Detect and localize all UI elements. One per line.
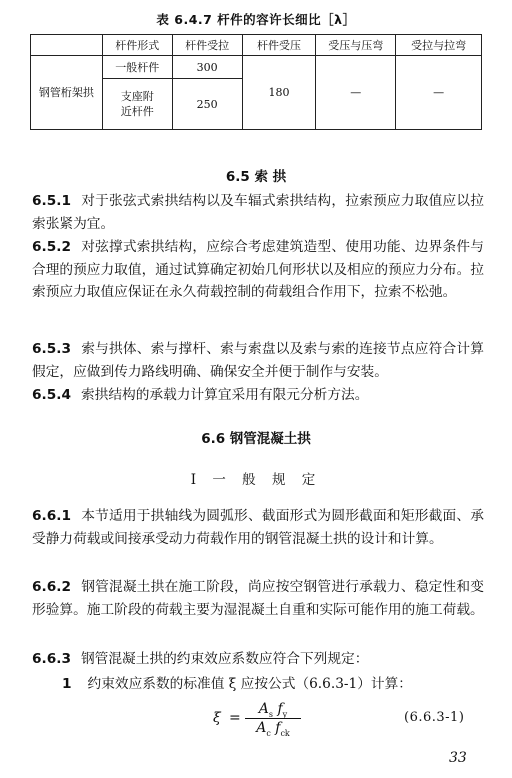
denominator-strength: f xyxy=(275,720,281,736)
clause-number: 6.5.3 xyxy=(32,341,71,357)
member-form-cell: 一般杆件 xyxy=(102,56,172,79)
formula-number: (6.6.3-1) xyxy=(404,710,465,725)
tension-bending-cell: — xyxy=(396,56,482,130)
clause-text: 钢管混凝土拱在施工阶段，尚应按空钢管进行承载力、稳定性和变形验算。施工阶段的荷载主要为湿混凝土自重和实际可能作用的施工荷载。 xyxy=(32,579,484,618)
slenderness-table xyxy=(30,34,482,130)
formula-lhs: ξ xyxy=(213,710,221,726)
table-corner-cell xyxy=(31,35,103,56)
clause-6-5-1 xyxy=(32,190,484,235)
header-cell: 受压与压弯 xyxy=(316,35,396,56)
numerator-strength: f xyxy=(277,701,283,717)
clause-6-5-2 xyxy=(32,236,484,304)
table-header-row xyxy=(31,35,482,56)
clause-text: 索拱结构的承载力计算宜采用有限元分析方法。 xyxy=(80,387,369,403)
header-cell: 杆件受拉 xyxy=(172,35,242,56)
section-heading-6-6: 6.6 钢管混凝土拱 xyxy=(201,431,311,447)
clause-6-6-3 xyxy=(32,648,484,671)
header-cell: 受拉与拉弯 xyxy=(396,35,482,56)
numerator-area: A xyxy=(258,701,269,717)
clause-text: 本节适用于拱轴线为圆弧形、截面形式为圆形截面和矩形截面、承受静力荷载或间接承受动力荷载作用的钢管混凝土拱的设计和计算。 xyxy=(32,508,484,547)
clause-text: 索与拱体、索与撑杆、索与索盘以及索与索的连接节点应符合计算假定，应做到传力路线明确、确保安全并便于制作与安装。 xyxy=(32,341,484,380)
clause-number: 6.6.1 xyxy=(32,508,71,524)
formula-fraction xyxy=(245,700,301,737)
header-cell: 杆件形式 xyxy=(102,35,172,56)
clause-text: 对于张弦式索拱结构以及车辐式索拱结构，拉索预应力取值应以拉索张紧为宜。 xyxy=(32,193,484,232)
clause-text: 钢管混凝土拱的约束效应系数应符合下列规定： xyxy=(80,651,369,667)
table-title: 表 6.4.7 杆件的容许长细比［λ］ xyxy=(156,12,356,27)
group-cell: 钢管桁架拱 xyxy=(31,56,103,130)
member-form-cell: 支座附近杆件 xyxy=(102,79,172,130)
clause-number: 6.6.2 xyxy=(32,579,71,595)
header-cell: 杆件受压 xyxy=(242,35,316,56)
tension-cell: 300 xyxy=(172,56,242,79)
numerator-strength-subscript: y xyxy=(282,709,288,719)
compression-bending-cell: — xyxy=(316,56,396,130)
page-number: 33 xyxy=(449,750,467,766)
clause-number: 6.6.3 xyxy=(32,651,71,667)
formula-denominator xyxy=(245,719,301,737)
item-number: 1 xyxy=(62,676,72,692)
formula-6-6-3-1 xyxy=(213,700,303,740)
item-text: 约束效应系数的标准值 ξ 应按公式（6.6.3-1）计算： xyxy=(87,676,412,692)
subsection-heading: Ⅰ 一 般 规 定 xyxy=(190,472,322,488)
formula-equals: = xyxy=(229,710,241,726)
compression-cell: 180 xyxy=(242,56,316,130)
table-row xyxy=(31,56,482,79)
clause-text: 对弦撑式索拱结构，应综合考虑建筑造型、使用功能、边界条件与合理的预应力取值，通过试算确定初始几何形状以及相应的预应力分布。拉索预应力取值应保证在永久荷载控制的荷载组合作用下，拉索不松弛。 xyxy=(32,239,484,301)
section-heading-6-5: 6.5 索 拱 xyxy=(225,169,287,185)
denominator-strength-subscript: ck xyxy=(280,728,290,738)
denominator-area-subscript: c xyxy=(266,728,271,738)
clause-number: 6.5.1 xyxy=(32,193,71,209)
clause-6-6-1 xyxy=(32,505,484,550)
clause-6-5-4 xyxy=(32,384,484,407)
clause-item-1 xyxy=(62,673,484,695)
clause-number: 6.5.4 xyxy=(32,387,71,403)
denominator-area: A xyxy=(256,720,267,736)
clause-number: 6.5.2 xyxy=(32,239,71,255)
clause-6-5-3 xyxy=(32,338,484,383)
clause-6-6-2 xyxy=(32,576,484,621)
numerator-area-subscript: s xyxy=(268,709,274,719)
tension-cell: 250 xyxy=(172,79,242,130)
formula-numerator xyxy=(245,700,301,718)
